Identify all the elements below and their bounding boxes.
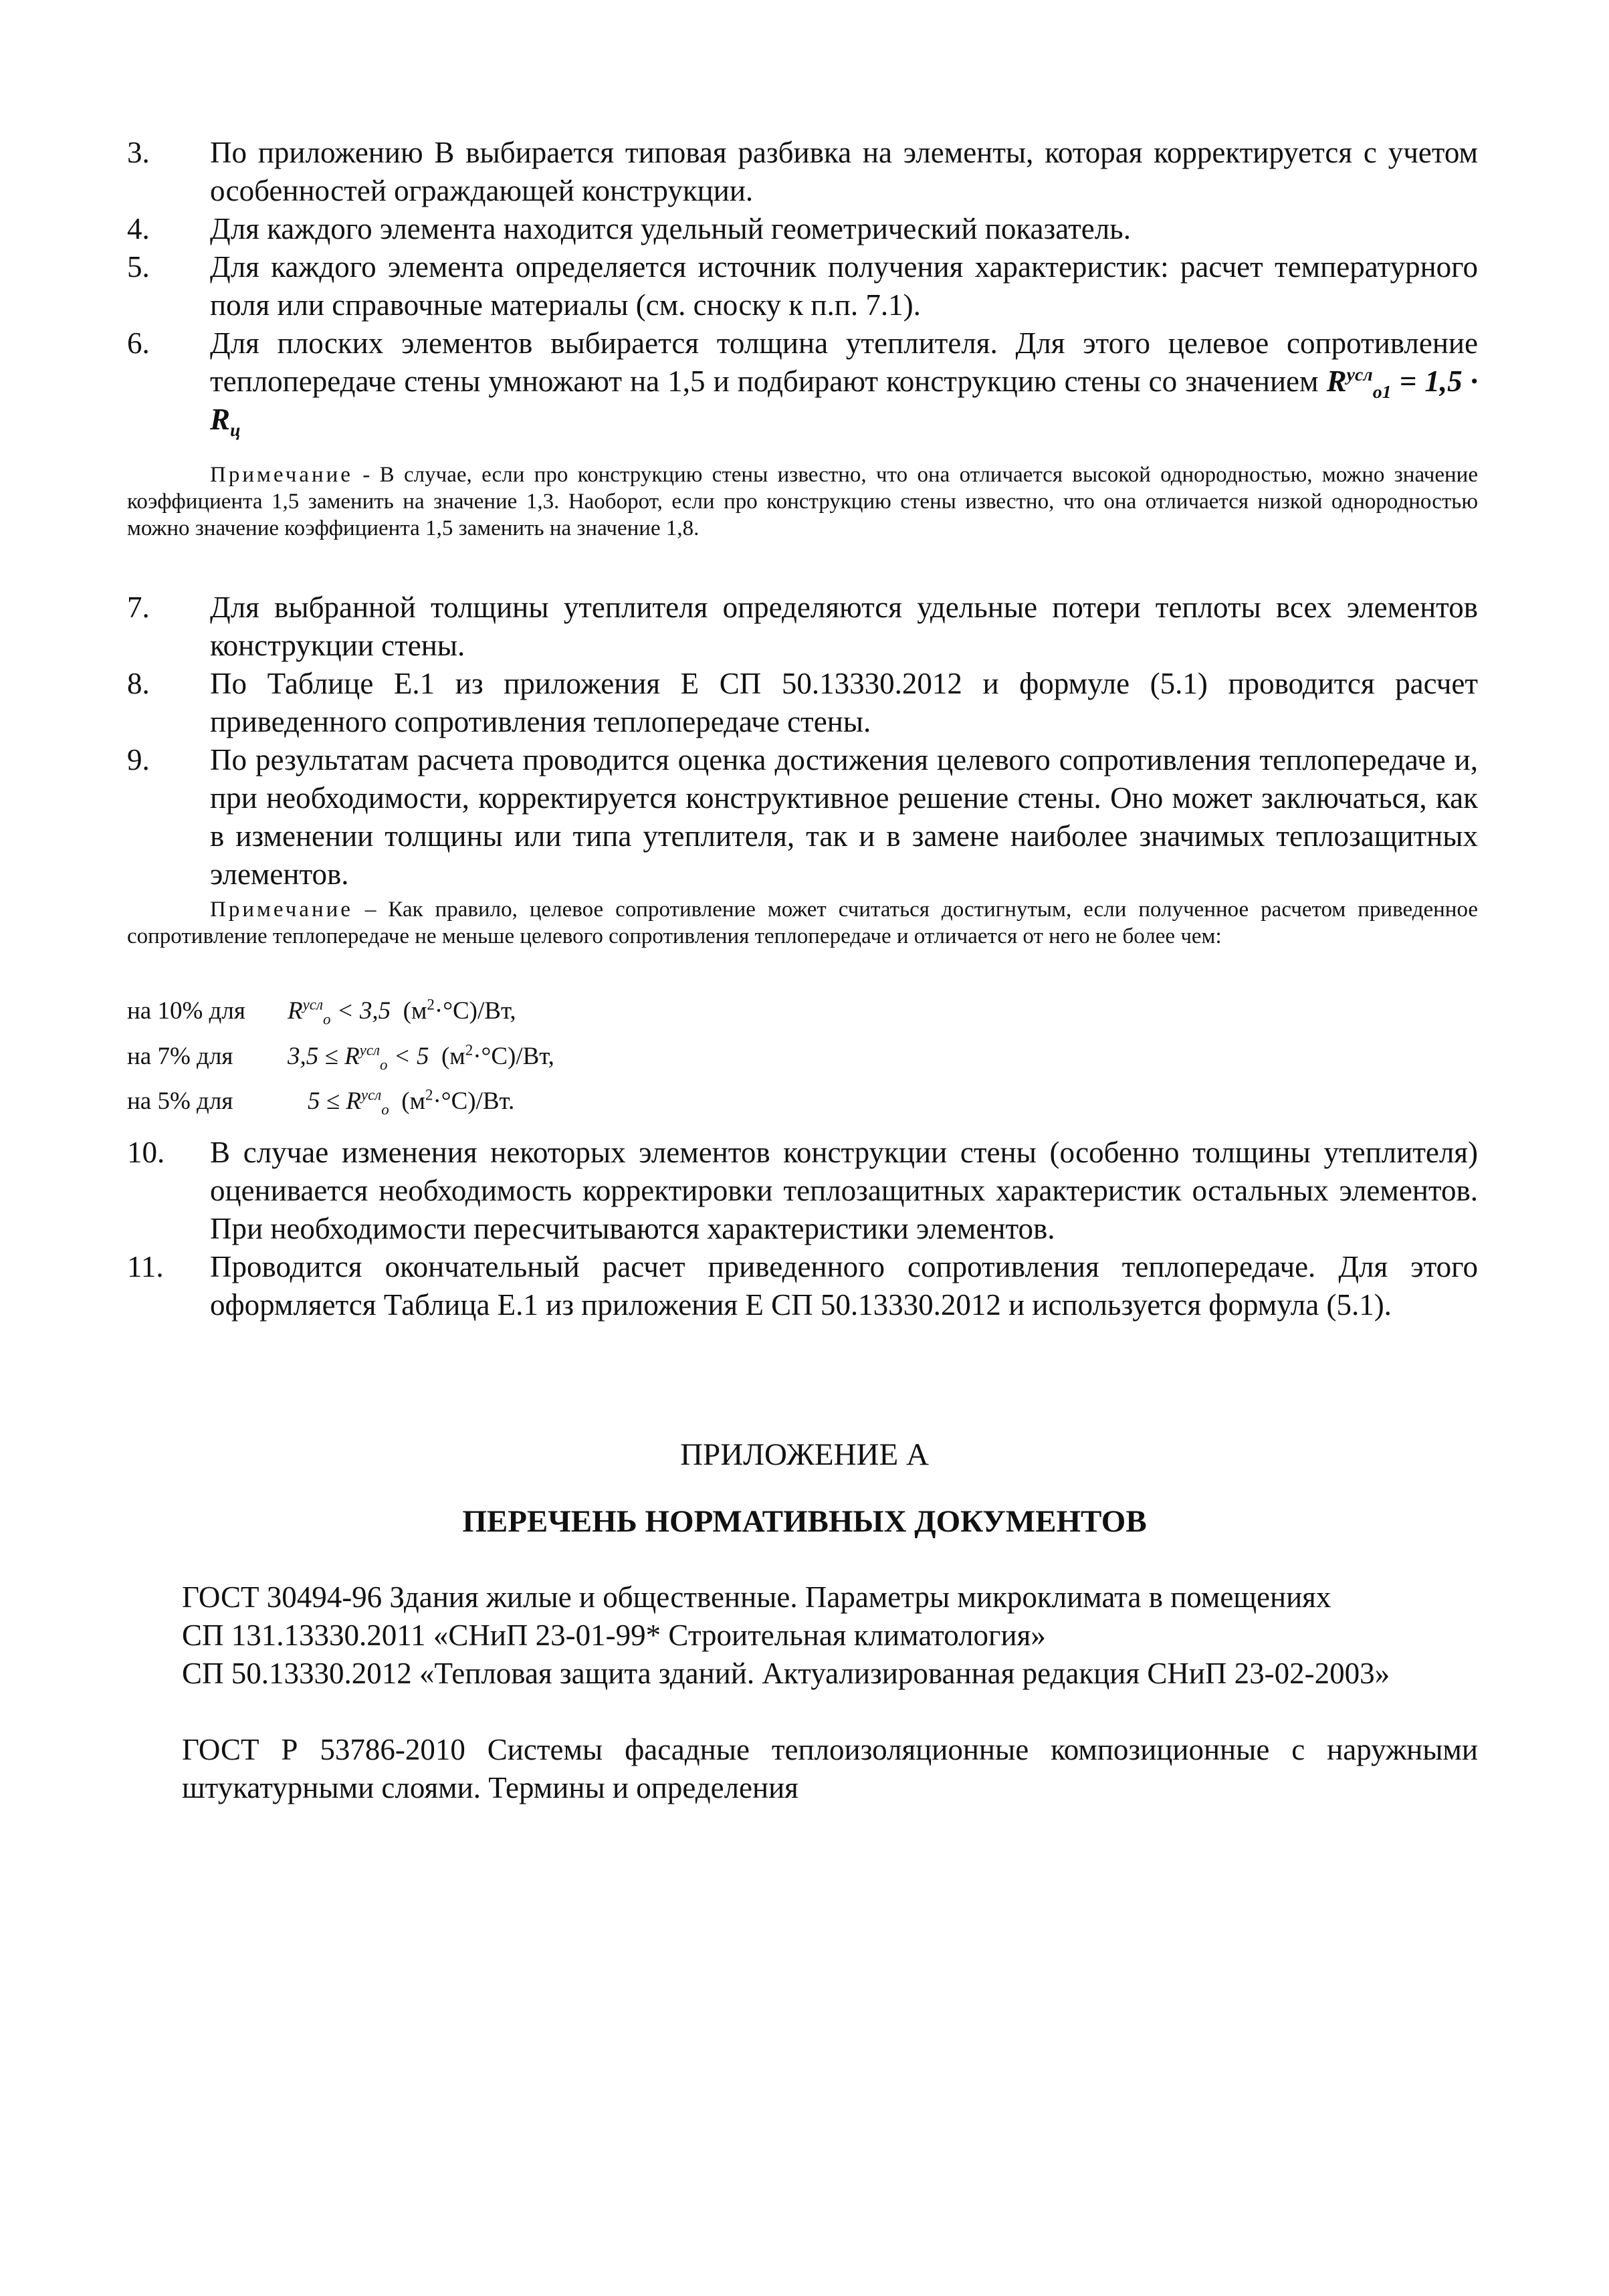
formula-r-target: $R^{усл}_{o1} = 1,5 \cdot R_ц$ [210,364,1478,441]
list-item-7 [127,589,1478,665]
list-item-6 [127,324,1478,439]
item-number: 8. [127,667,150,700]
list-item-5 [127,248,1478,324]
item-number: 3. [127,136,150,169]
note-text: - В случае, если про конструкцию стены известно, что она отличается высокой однородностью, можно значение коэффициента 1,5 заменить на значение 1,3. Наоборот, если про конструкцию стены известно, что она отличается низкой однородностью можно значение коэффициента 1,5 заменить на значение 1,8. [127,463,1478,540]
item-number: 6. [127,326,150,360]
item-text: Для каждого элемента определяется источник получения характеристик: расчет температурного поля или справочные материалы (см. сноску к п.п. 7.1). [210,250,1478,322]
appendix-title: ПРИЛОЖЕНИЕ А [680,1437,929,1472]
item-text: По результатам расчета проводится оценка достижения целевого сопротивления теплопередаче и, при необходимости, корректируется конструктивное решение стены. Оно может заключаться, как в изменении толщины или типа утеплителя, так и в замене наиболее значимых теплозащитных элементов. [210,743,1478,891]
note-text: – Как правило, целевое сопротивление может считаться достигнутым, если полученное расчетом приведенное сопротивление теплопередаче не меньше целевого сопротивления теплопередаче и отличается от него не более чем: [127,898,1478,948]
item-text: В случае изменения некоторых элементов конструкции стены (особенно толщины утеплителя) оценивается необходимость корректировки теплозащитных характеристик остальных элементов. При необходимости пересчитываются характеристики элементов. [210,1136,1478,1245]
list-item-10 [127,1134,1478,1248]
item-number: 7. [127,591,150,624]
reference-item: СП 131.13330.2011 «СНиП 23-01-99* Строительная климатология» [182,1619,1046,1652]
note-label: Примечание [210,898,353,922]
condition-5-percent: на 5% для $5 \le R^{усл}_o$ $(м^2\cdot^\circ С)/Вт$. [127,1086,515,1118]
note-homogeneity [127,461,1478,542]
reference-item: ГОСТ 30494-96 Здания жилые и общественные. Параметры микроклимата в помещениях [182,1580,1331,1614]
list-item-8 [127,665,1478,741]
item-number: 9. [127,743,150,776]
item-text: Проводится окончательный расчет приведенного сопротивления теплопередаче. Для этого оформляется Таблица Е.1 из приложения Е СП 50.13330.2012 и используется формула (5.1). [210,1250,1478,1322]
item-text: Для плоских элементов выбирается толщина утеплителя. Для этого целевое сопротивление теплопередаче стены умножают на 1,5 и подбирают конструкцию стены со значением [210,326,1478,398]
reference-item: ГОСТ Р 53786-2010 Системы фасадные теплоизоляционные композиционные с наружными штукатурными слоями. Термины и определения [182,1733,1478,1804]
note-tolerance [127,896,1478,950]
list-item-3 [127,134,1478,210]
note-label: Примечание [210,463,353,487]
reference-item: СП 50.13330.2012 «Тепловая защита зданий. Актуализированная редакция СНиП 23-02-2003» [182,1657,1390,1690]
item-text: Для каждого элемента находится удельный геометрический показатель. [210,212,1131,245]
item-number: 10. [127,1136,165,1169]
item-number: 11. [127,1250,164,1283]
list-item-4 [127,210,1478,248]
item-text: По приложению В выбирается типовая разбивка на элементы, которая корректируется с учетом особенностей ограждающей конструкции. [210,136,1478,207]
item-number: 4. [127,212,150,245]
item-number: 5. [127,250,150,284]
list-item-9 [127,741,1478,894]
list-item-11 [127,1248,1478,1324]
appendix-subtitle: ПЕРЕЧЕНЬ НОРМАТИВНЫХ ДОКУМЕНТОВ [462,1504,1147,1539]
item-text-with-formula [210,324,1478,439]
condition-10-percent: на 10% для $R^{усл}_o < 3,5$ $(м^2\cdot^\circ С)/Вт$, [127,996,516,1028]
condition-7-percent: на 7% для $3,5 \le R^{усл}_o < 5$ $(м^2\cdot^\circ С)/Вт$, [127,1041,554,1073]
item-text: По Таблице Е.1 из приложения Е СП 50.13330.2012 и формуле (5.1) проводится расчет приведенного сопротивления теплопередаче стены. [210,667,1478,738]
item-text: Для выбранной толщины утеплителя определяются удельные потери теплоты всех элементов конструкции стены. [210,591,1478,662]
